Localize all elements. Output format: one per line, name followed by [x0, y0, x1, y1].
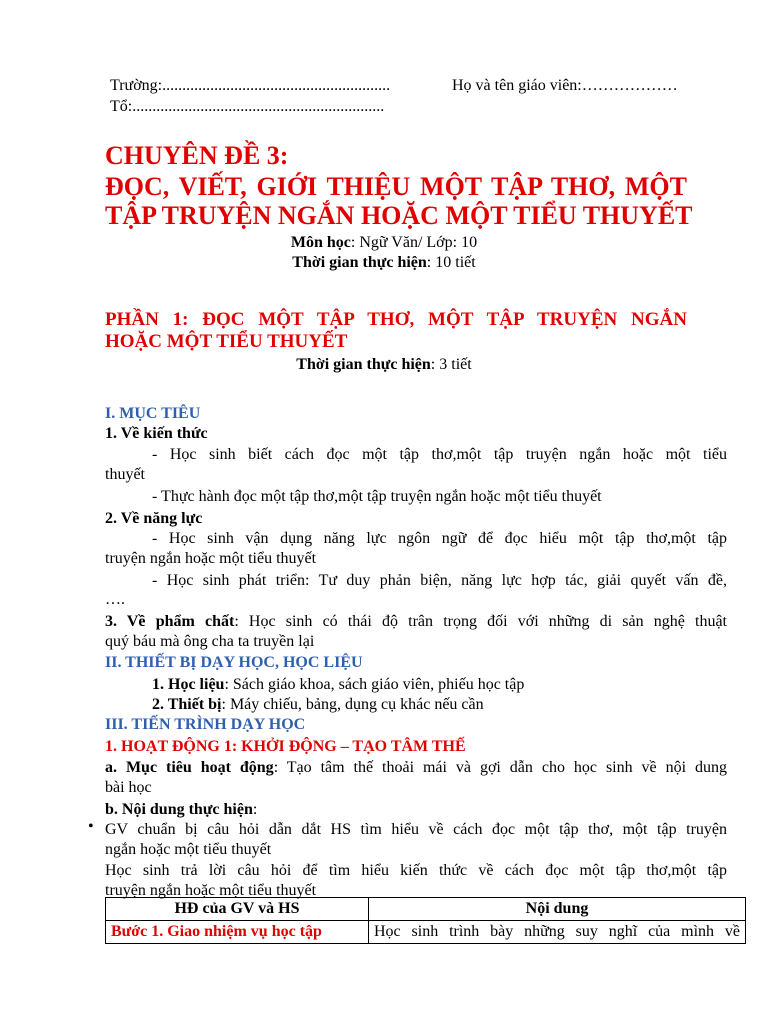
learning-materials-line: [152, 674, 524, 695]
table-header-activity: HĐ của GV và HS: [106, 898, 369, 921]
content-heading: b. Nội dung thực hiện: [105, 801, 253, 818]
activity-table: [105, 897, 746, 944]
learning-materials-value: : Sách giáo khoa, sách giáo viên, phiếu học tập: [224, 676, 525, 693]
knowledge-item1-line2: thuyết: [105, 466, 145, 483]
activity1-heading: 1. HOẠT ĐỘNG 1: KHỞI ĐỘNG – TẠO TÂM THẾ: [105, 738, 466, 755]
part1-time-line: [0, 354, 768, 375]
equipment-label: 2. Thiết bị: [152, 696, 222, 713]
bullet-icon: •: [88, 818, 94, 835]
total-time-line: [0, 252, 768, 273]
section3-heading: III. TIẾN TRÌNH DẠY HỌC: [105, 716, 306, 733]
topic-title-line2: ĐỌC, VIẾT, GIỚI THIỆU MỘT TẬP THƠ, MỘT: [105, 172, 687, 201]
bullet-text-line2: ngắn hoặc một tiểu thuyết: [105, 841, 272, 858]
answer-para-line1: Học sinh trả lời câu hỏi để tìm hiểu kiến thức về cách đọc một tập thơ,một tập: [105, 862, 727, 879]
part1-title-line2: HOẶC MỘT TIỂU THUYẾT: [105, 331, 348, 352]
part1-title-line1: PHẦN 1: ĐỌC MỘT TẬP THƠ, MỘT TẬP TRUYỆN NGẮN: [105, 309, 687, 330]
activity-goal-text: : Tạo tâm thế thoải mái và gợi dẫn cho học sinh về nội dung: [273, 759, 727, 776]
table-cell-step1: Bước 1. Giao nhiệm vụ học tập: [106, 921, 369, 944]
teacher-name-field: Họ và tên giáo viên:………………: [452, 77, 678, 94]
topic-title-line3: TẬP TRUYỆN NGẮN HOẶC MỘT TIỂU THUYẾT: [105, 201, 693, 230]
content-heading-colon: :: [252, 801, 258, 818]
total-time-value: : 10 tiết: [426, 254, 476, 271]
equipment-line: [152, 694, 484, 715]
knowledge-item1-line1: - Học sinh biết cách đọc một tập thơ,một tập truyện ngắn hoặc một tiểu: [152, 446, 727, 463]
subject-value: : Ngữ Văn/ Lớp: 10: [350, 234, 478, 251]
skill-item2-line2: ….: [105, 591, 125, 608]
quality-label: 3. Về phẩm chất: [105, 613, 235, 630]
part1-time-label: Thời gian thực hiện: [296, 356, 431, 373]
subject-line: [0, 232, 768, 253]
skill-item1-line2: truyện ngắn hoặc một tiểu thuyết: [105, 550, 317, 567]
group-field: Tổ:...............................................................: [110, 98, 385, 115]
bullet-text-line1: GV chuẩn bị câu hỏi dẫn dắt HS tìm hiểu về cách đọc một tập thơ, một tập truyện: [105, 821, 727, 838]
knowledge-item2: - Thực hành đọc một tập thơ,một tập truyện ngắn hoặc một tiểu thuyết: [152, 488, 602, 505]
content-heading-line: [105, 799, 257, 820]
quality-line2: quý báu mà ông cha ta truyền lại: [105, 633, 315, 650]
equipment-value: : Máy chiếu, bảng, dụng cụ khác nếu cần: [221, 696, 484, 713]
part1-time-value: : 3 tiết: [430, 356, 472, 373]
answer-para-line2: truyện ngắn hoặc một tiểu thuyết: [105, 882, 317, 899]
quality-text: : Học sinh có thái độ trân trọng đối với những di sản nghệ thuật: [234, 613, 727, 630]
quality-line1: [105, 611, 727, 632]
school-field: Trường:.........................................................: [110, 77, 391, 94]
activity-goal-line2: bài học: [105, 779, 152, 796]
activity-goal-label: a. Mục tiêu hoạt động: [105, 759, 274, 776]
skill-item2-line1: - Học sinh phát triển: Tư duy phản biện, năng lực hợp tác, giải quyết vấn đề,: [152, 572, 727, 589]
total-time-label: Thời gian thực hiện: [292, 254, 427, 271]
section1-heading: I. MỤC TIÊU: [105, 405, 201, 422]
table-cell-step1-content: Học sinh trình bày những suy nghĩ của mình về: [369, 921, 746, 944]
topic-title-line1: CHUYÊN ĐỀ 3:: [105, 141, 289, 170]
table-header-content: Nội dung: [369, 898, 746, 921]
learning-materials-label: 1. Học liệu: [152, 676, 225, 693]
table-row: [106, 921, 746, 944]
activity-goal-line1: [105, 757, 727, 778]
knowledge-heading: 1. Về kiến thức: [105, 425, 208, 442]
subject-label: Môn học: [290, 234, 351, 251]
table-header-row: [106, 898, 746, 921]
skill-heading: 2. Về năng lực: [105, 510, 203, 527]
section2-heading: II. THIẾT BỊ DẠY HỌC, HỌC LIỆU: [105, 654, 363, 671]
skill-item1-line1: - Học sinh vận dụng năng lực ngôn ngữ để đọc hiểu một tập thơ,một tập: [152, 530, 727, 547]
